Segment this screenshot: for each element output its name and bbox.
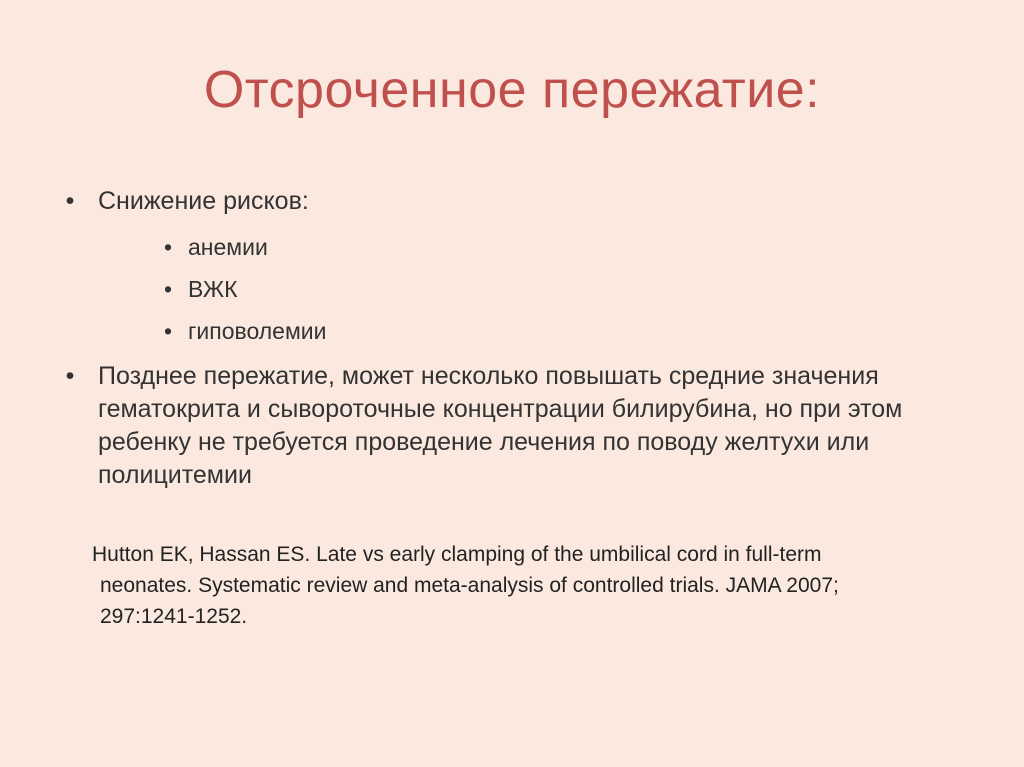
bullet-text-line: Позднее пережатие, может несколько повышать средние значения (98, 362, 879, 390)
bullet-risk-reduction (60, 185, 960, 218)
sub-bullet-item (60, 310, 960, 352)
citation-line: 297:1241-1252. (100, 605, 248, 628)
citation-line: Hutton EK, Hassan ES. Late vs early clamping of the umbilical cord in full-term (92, 543, 822, 566)
sub-bullet-item (60, 268, 960, 310)
sub-bullet-item (60, 226, 960, 268)
bullet-icon: • (65, 362, 75, 390)
bullet-text-line: полицитемии (98, 461, 252, 489)
sub-bullet-icon: • (163, 276, 173, 302)
bullet-text-line: гематокрита и сывороточные концентрации билирубина, но при этом (98, 395, 903, 423)
bullet-text-line: ребенку не требуется проведение лечения по поводу желтухи или (98, 428, 870, 456)
sub-bullet-list (60, 226, 960, 352)
slide-title: Отсроченное пережатие: (203, 61, 821, 119)
sub-bullet-text: анемии (188, 234, 268, 260)
sub-bullet-text: гиповолемии (188, 318, 327, 344)
citation-line: neonates. Systematic review and meta-analysis of controlled trials. JAMA 2007; (100, 574, 839, 597)
slide-content (60, 185, 960, 492)
bullet-icon: • (65, 187, 75, 215)
citation (92, 539, 952, 632)
sub-bullet-icon: • (163, 234, 173, 260)
bullet-text: Снижение рисков: (98, 187, 309, 215)
sub-bullet-icon: • (163, 318, 173, 344)
bullet-late-clamping (60, 360, 960, 492)
sub-bullet-text: ВЖК (188, 276, 238, 302)
